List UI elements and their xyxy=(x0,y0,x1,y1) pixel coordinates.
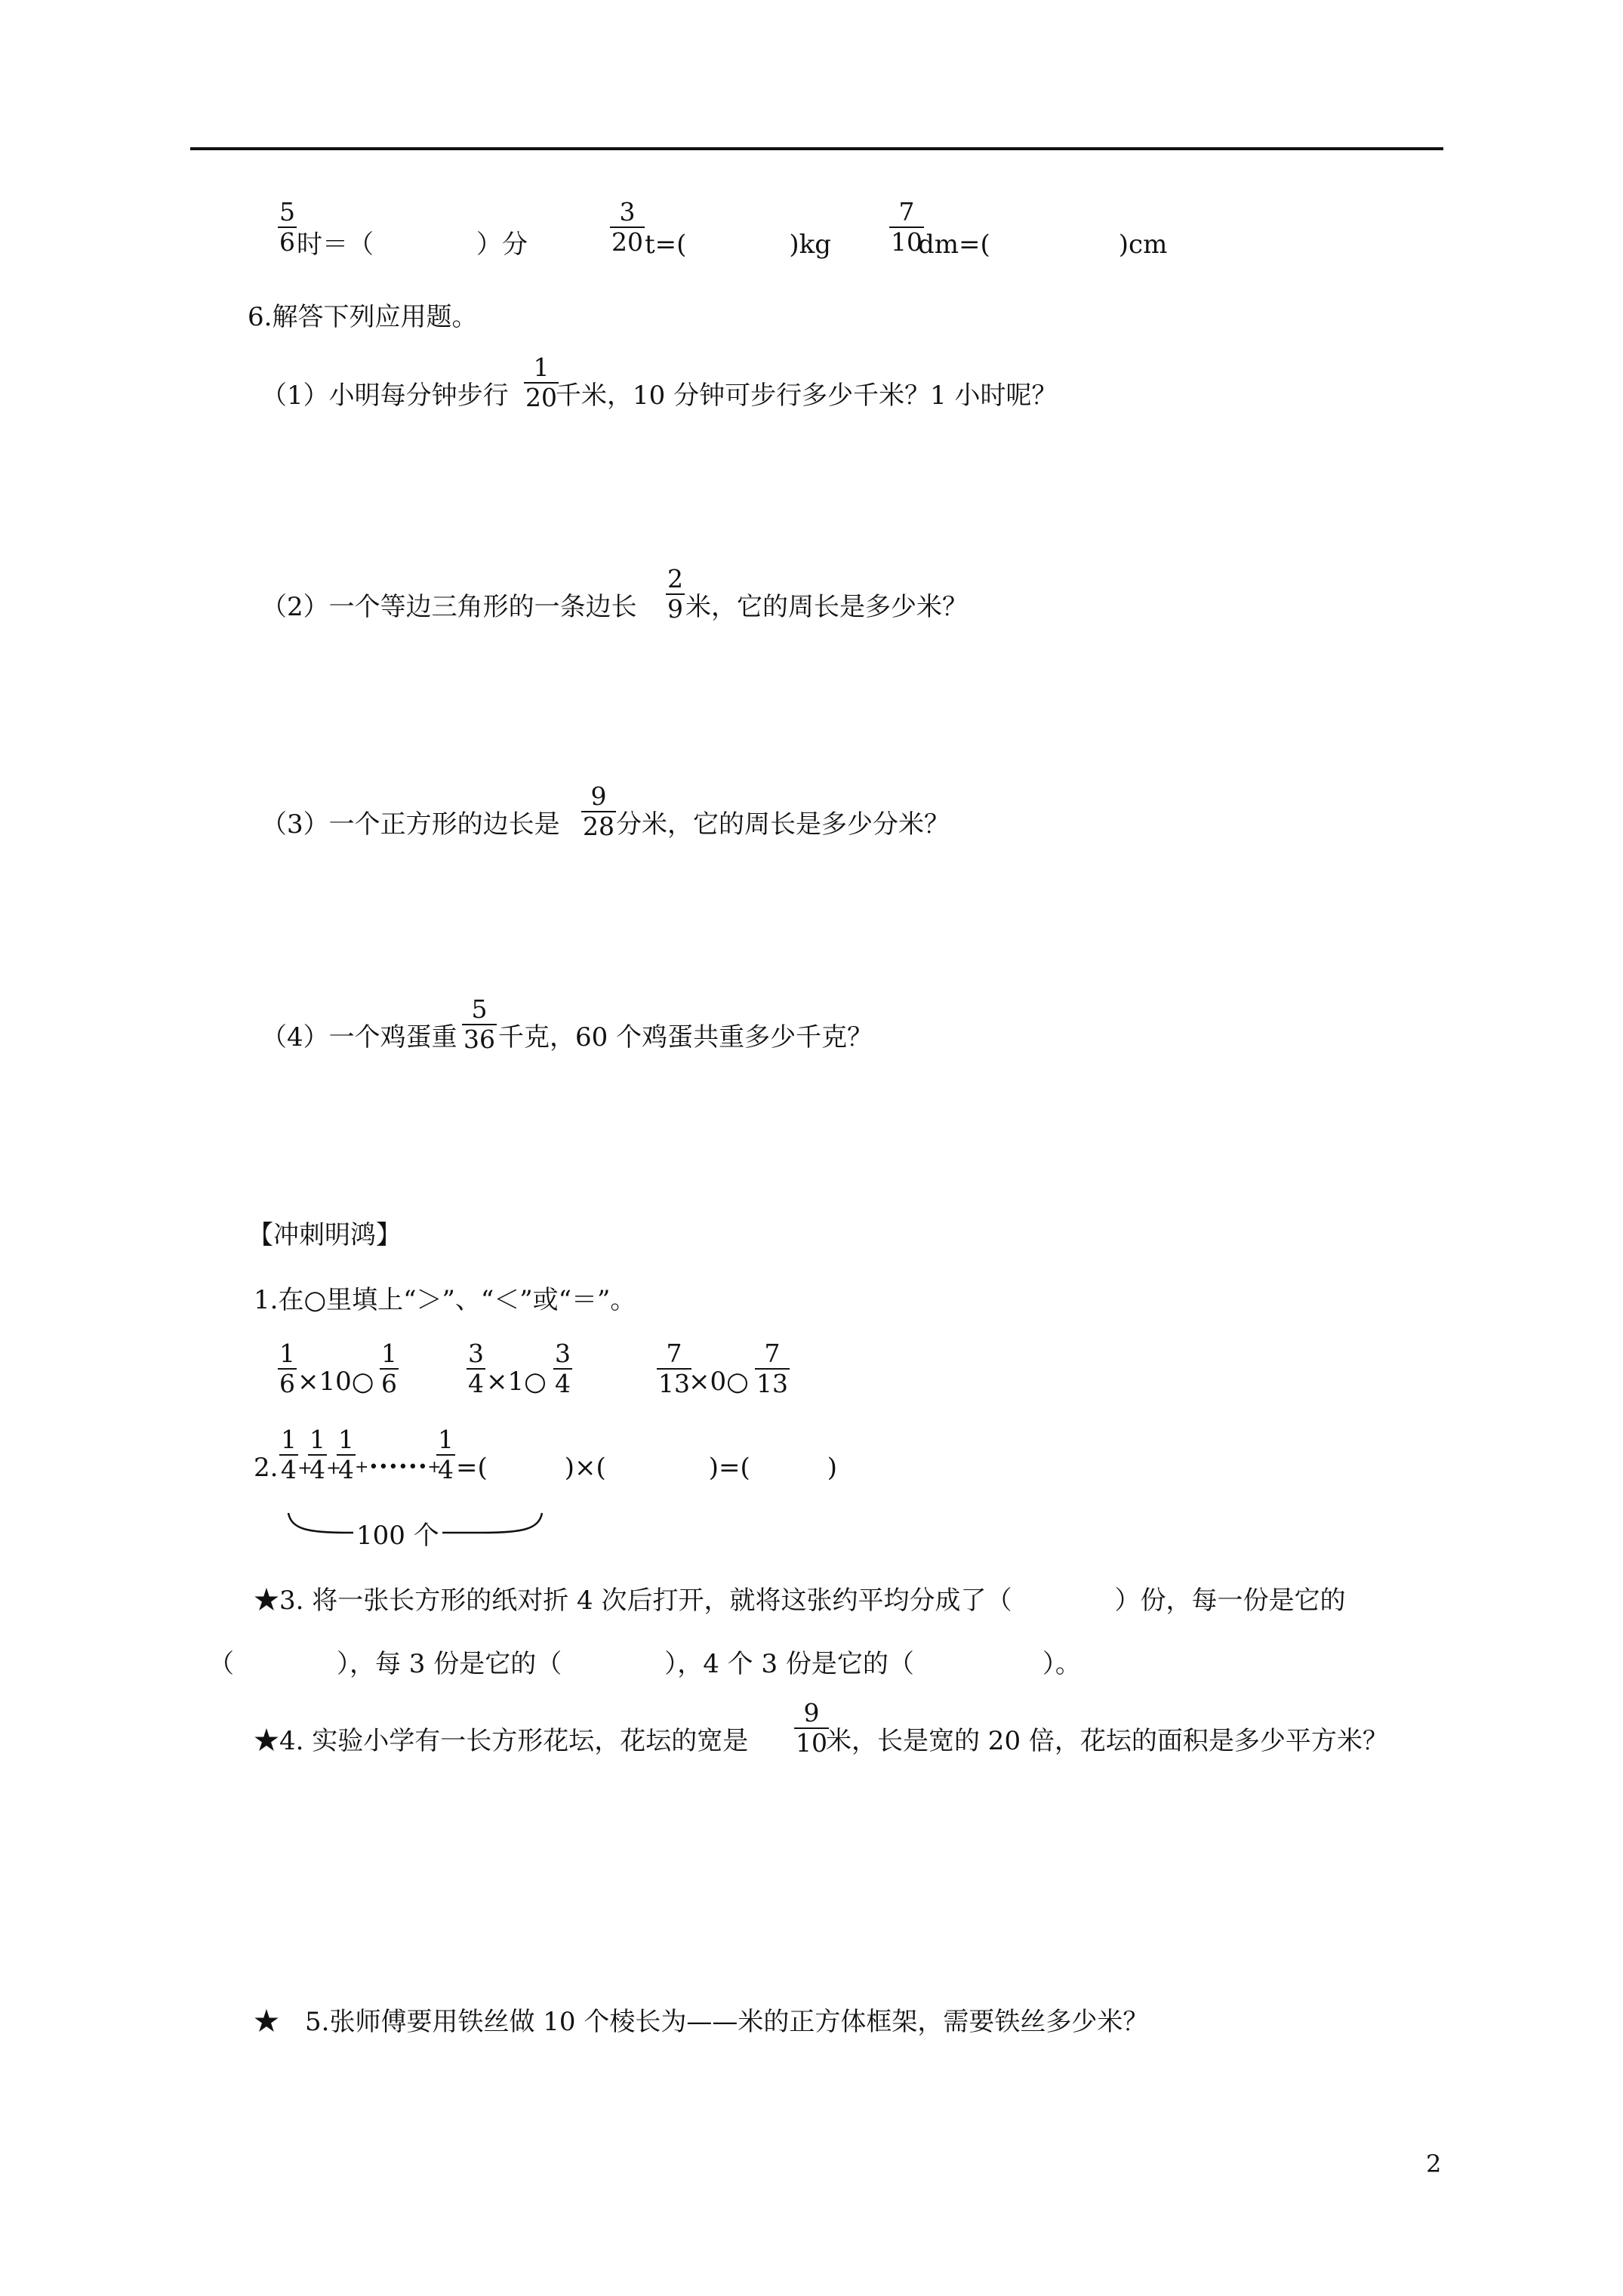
conversion-text: t=( )kg xyxy=(645,230,832,260)
fraction: 3 20 xyxy=(611,197,643,257)
fraction: 1 6 xyxy=(381,1339,397,1398)
comparison-text: ×1○ xyxy=(486,1367,547,1397)
question-label: 2. xyxy=(254,1453,279,1483)
problem-text: 米，它的周长是多少米？ xyxy=(685,592,968,622)
problem-text: （3）一个正方形的边长是 xyxy=(261,809,560,840)
question-text: ★4. 实验小学有一长方形花坛，花坛的宽是 xyxy=(254,1726,749,1756)
fraction: 1 20 xyxy=(525,353,557,412)
problem-text: （4）一个鸡蛋重 xyxy=(261,1022,457,1052)
section-title: 【冲刺明鸿】 xyxy=(248,1220,402,1250)
header-rule xyxy=(190,147,1443,150)
fraction: 1 6 xyxy=(279,1339,295,1398)
fraction: 9 28 xyxy=(583,781,614,841)
fraction: 3 4 xyxy=(468,1339,484,1398)
fraction: 5 6 xyxy=(279,197,295,257)
comparison-text: ×10○ xyxy=(297,1367,374,1397)
fraction: 1 4 xyxy=(438,1425,454,1484)
page-number: 2 xyxy=(1426,2150,1442,2178)
fraction: 1 4 xyxy=(310,1425,325,1484)
count-label: 100 个 xyxy=(353,1519,442,1552)
question-text: 米，长是宽的 20 倍，花坛的面积是多少平方米？ xyxy=(826,1726,1388,1756)
problem-text: 分米，它的周长是多少分米？ xyxy=(616,809,950,840)
problem-text: 千克，60 个鸡蛋共重多少千克？ xyxy=(498,1022,873,1052)
conversion-text: 时＝（ ）分 xyxy=(297,230,528,260)
question-title: 1.在○里填上“＞”、“＜”或“＝”。 xyxy=(254,1285,636,1315)
fraction: 1 4 xyxy=(338,1425,354,1484)
comparison-text: ×0○ xyxy=(688,1367,749,1397)
fraction: 9 10 xyxy=(796,1698,827,1758)
fraction: 2 9 xyxy=(667,564,683,624)
plus-sign: + xyxy=(326,1457,342,1478)
fraction: 7 13 xyxy=(756,1339,788,1398)
fraction: 1 4 xyxy=(281,1425,297,1484)
problem-text: （2）一个等边三角形的一条边长 xyxy=(261,592,637,622)
conversion-text: dm=( )cm xyxy=(918,230,1168,260)
plus-sign: + xyxy=(297,1457,313,1478)
problem-text: （1）小明每分钟步行 xyxy=(261,381,509,411)
question-text: ★ 5.张师傅要用铁丝做 10 个棱长为——米的正方体框架，需要铁丝多少米？ xyxy=(254,2007,1149,2037)
fraction: 7 13 xyxy=(658,1339,690,1398)
equation-rest: =( )×( )=( ) xyxy=(456,1453,838,1483)
question-text: ★3. 将一张长方形的纸对折 4 次后打开，就将这张约平均分成了（ ）份，每一份是它的 xyxy=(254,1586,1346,1616)
fraction: 5 36 xyxy=(463,994,495,1054)
fraction: 3 4 xyxy=(555,1339,571,1398)
question-text: （ ），每 3 份是它的（ ），4 个 3 份是它的（ ）。 xyxy=(208,1649,1081,1679)
question-title: 6.解答下列应用题。 xyxy=(248,302,478,332)
problem-text: 千米，10 分钟可步行多少千米？1 小时呢？ xyxy=(556,381,1058,411)
ellipsis: +••••••+ xyxy=(355,1458,442,1477)
fraction: 7 10 xyxy=(891,197,922,257)
